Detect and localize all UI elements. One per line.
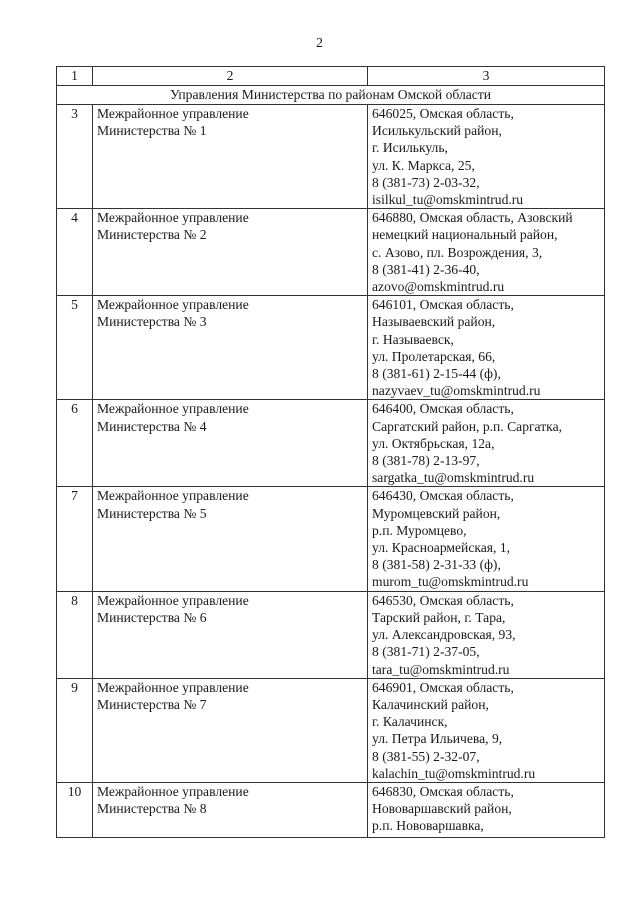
department-name-line: Межрайонное управление	[97, 210, 249, 226]
department-name-line: Межрайонное управление	[97, 592, 249, 608]
address-line: 646400, Омская область,	[372, 401, 514, 417]
table-row	[57, 105, 605, 209]
address-line: ул. Пролетарская, 66,	[372, 348, 496, 364]
department-address	[368, 209, 605, 296]
address-line: Калачинский район,	[372, 696, 489, 712]
address-line: Муромцевский район,	[372, 505, 501, 521]
department-name-line: Министерства № 6	[97, 609, 207, 625]
table-row	[57, 487, 605, 591]
address-line: murom_tu@omskmintrud.ru	[372, 574, 529, 590]
address-line: kalachin_tu@omskmintrud.ru	[372, 765, 536, 781]
address-line: Исилькульский район,	[372, 123, 502, 139]
address-line: 8 (381-55) 2-32-07,	[372, 748, 480, 764]
table-row	[57, 296, 605, 400]
address-line: с. Азово, пл. Возрождения, 3,	[372, 244, 543, 260]
department-name-line: Министерства № 4	[97, 418, 207, 434]
row-number: 3	[57, 105, 93, 209]
department-address	[368, 400, 605, 487]
address-line: 646025, Омская область,	[372, 106, 514, 121]
address-line: ул. Красноармейская, 1,	[372, 540, 511, 556]
address-line: nazyvaev_tu@omskmintrud.ru	[372, 383, 541, 399]
department-name	[93, 105, 368, 209]
table-row	[57, 678, 605, 782]
department-name-line: Межрайонное управление	[97, 679, 249, 695]
address-line: ул. Петра Ильичева, 9,	[372, 731, 503, 747]
address-line: azovo@omskmintrud.ru	[372, 279, 505, 295]
row-number: 7	[57, 487, 93, 591]
department-address	[368, 487, 605, 591]
address-line: 646101, Омская область,	[372, 297, 514, 313]
row-number: 5	[57, 296, 93, 400]
row-number: 8	[57, 591, 93, 678]
department-name-line: Межрайонное управление	[97, 783, 249, 799]
offices-table	[56, 66, 605, 838]
table-header-row	[57, 67, 605, 86]
address-line: Нововаршавский район,	[372, 801, 512, 817]
table-row	[57, 782, 605, 837]
department-address	[368, 105, 605, 209]
department-name	[93, 678, 368, 782]
address-line: немецкий национальный район,	[372, 227, 558, 243]
department-name	[93, 209, 368, 296]
department-address	[368, 296, 605, 400]
address-line: Называевский район,	[372, 314, 496, 330]
department-name	[93, 400, 368, 487]
address-line: 646901, Омская область,	[372, 679, 514, 695]
table-row	[57, 209, 605, 296]
section-row	[57, 86, 605, 105]
row-number: 10	[57, 782, 93, 837]
department-name	[93, 591, 368, 678]
address-line: 646530, Омская область,	[372, 592, 514, 608]
header-cell-2: 2	[93, 67, 368, 86]
department-name	[93, 296, 368, 400]
address-line: 8 (381-78) 2-13-97,	[372, 453, 480, 469]
address-line: 8 (381-61) 2-15-44 (ф),	[372, 366, 501, 382]
address-line: ул. К. Маркса, 25,	[372, 157, 475, 173]
row-number: 9	[57, 678, 93, 782]
department-address	[368, 591, 605, 678]
department-name-line: Министерства № 1	[97, 123, 207, 139]
section-title: Управления Министерства по районам Омской области	[57, 86, 605, 105]
address-line: ул. Октябрьская, 12а,	[372, 435, 495, 451]
department-name	[93, 487, 368, 591]
department-name-line: Министерства № 8	[97, 801, 207, 817]
address-line: 646880, Омская область, Азовский	[372, 210, 573, 226]
header-cell-3: 3	[368, 67, 605, 86]
department-name-line: Министерства № 5	[97, 505, 207, 521]
address-line: tara_tu@omskmintrud.ru	[372, 661, 510, 677]
address-line: isilkul_tu@omskmintrud.ru	[372, 192, 524, 208]
address-line: 646830, Омская область,	[372, 783, 514, 799]
row-number: 4	[57, 209, 93, 296]
department-address	[368, 782, 605, 837]
header-cell-1: 1	[57, 67, 93, 86]
department-name-line: Межрайонное управление	[97, 488, 249, 504]
department-name	[93, 782, 368, 837]
address-line: г. Исилькуль,	[372, 140, 448, 156]
department-name-line: Межрайонное управление	[97, 401, 249, 417]
department-address	[368, 678, 605, 782]
department-name-line: Межрайонное управление	[97, 106, 249, 121]
address-line: 8 (381-41) 2-36-40,	[372, 261, 480, 277]
department-name-line: Межрайонное управление	[97, 297, 249, 313]
table-row	[57, 591, 605, 678]
page-number: 2	[316, 36, 323, 51]
address-line: р.п. Муромцево,	[372, 522, 467, 538]
address-line: г. Называевск,	[372, 331, 454, 347]
department-name-line: Министерства № 7	[97, 696, 207, 712]
address-line: ул. Александровская, 93,	[372, 627, 516, 643]
address-line: sargatka_tu@omskmintrud.ru	[372, 470, 535, 486]
department-name-line: Министерства № 3	[97, 314, 207, 330]
department-name-line: Министерства № 2	[97, 227, 207, 243]
address-line: 646430, Омская область,	[372, 488, 514, 504]
row-number: 6	[57, 400, 93, 487]
address-line: Саргатский район, р.п. Саргатка,	[372, 418, 563, 434]
address-line: Тарский район, г. Тара,	[372, 609, 506, 625]
address-line: г. Калачинск,	[372, 714, 448, 730]
table-row	[57, 400, 605, 487]
address-line: р.п. Нововаршавка,	[372, 818, 484, 834]
address-line: 8 (381-58) 2-31-33 (ф),	[372, 557, 501, 573]
address-line: 8 (381-73) 2-03-32,	[372, 174, 480, 190]
address-line: 8 (381-71) 2-37-05,	[372, 644, 480, 660]
